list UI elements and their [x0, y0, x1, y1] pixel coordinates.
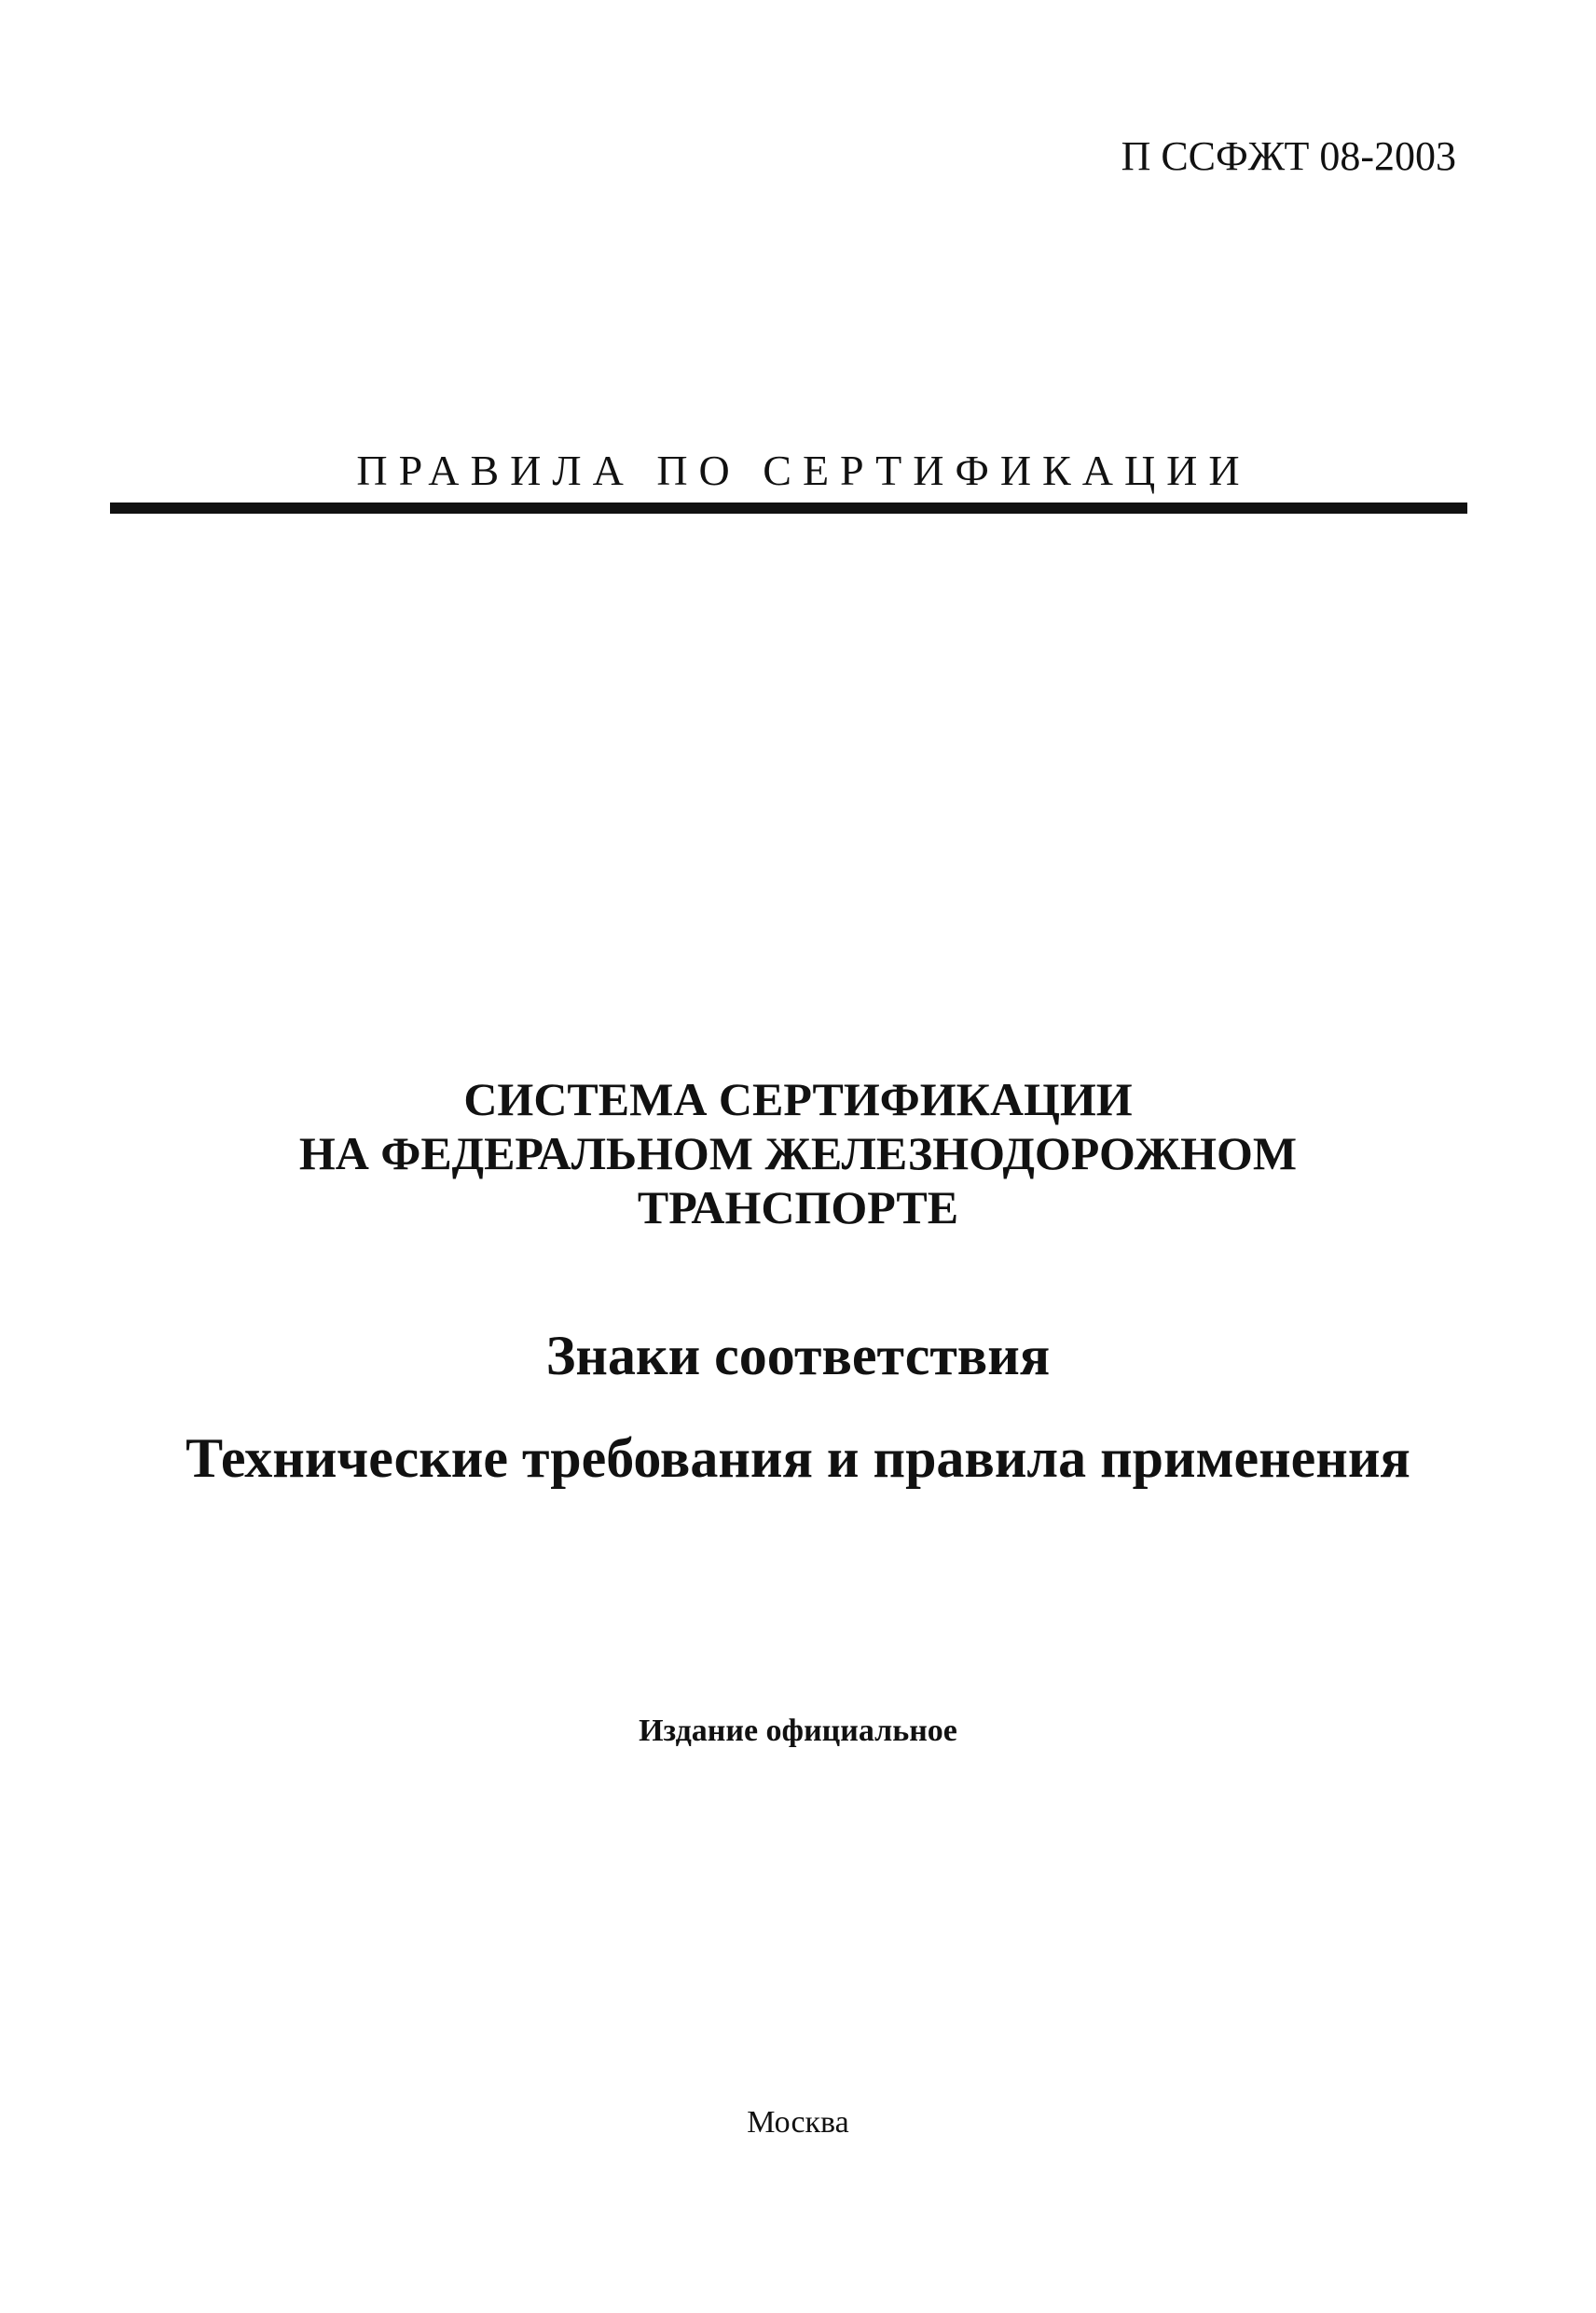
system-title-line-2: НА ФЕДЕРАЛЬНОМ ЖЕЛЕЗНОДОРОЖНОМ: [298, 1127, 1298, 1179]
rules-heading: ПРАВИЛА ПО СЕРТИФИКАЦИИ: [356, 447, 1251, 494]
heading-rule-line: [110, 503, 1467, 514]
city-label: Москва: [747, 2105, 849, 2140]
system-title-line-1: СИСТЕМА СЕРТИФИКАЦИИ: [463, 1073, 1133, 1125]
subtitle-technical-requirements: Технические требования и правила применения: [186, 1427, 1410, 1489]
system-title: [0, 1072, 1596, 1234]
system-title-line-3: ТРАНСПОРТЕ: [637, 1181, 959, 1233]
edition-label: Издание официальное: [639, 1714, 957, 1748]
document-code: П ССФЖТ 08-2003: [1121, 133, 1456, 179]
subtitle-conformity-marks: Знаки соответствия: [545, 1325, 1051, 1386]
